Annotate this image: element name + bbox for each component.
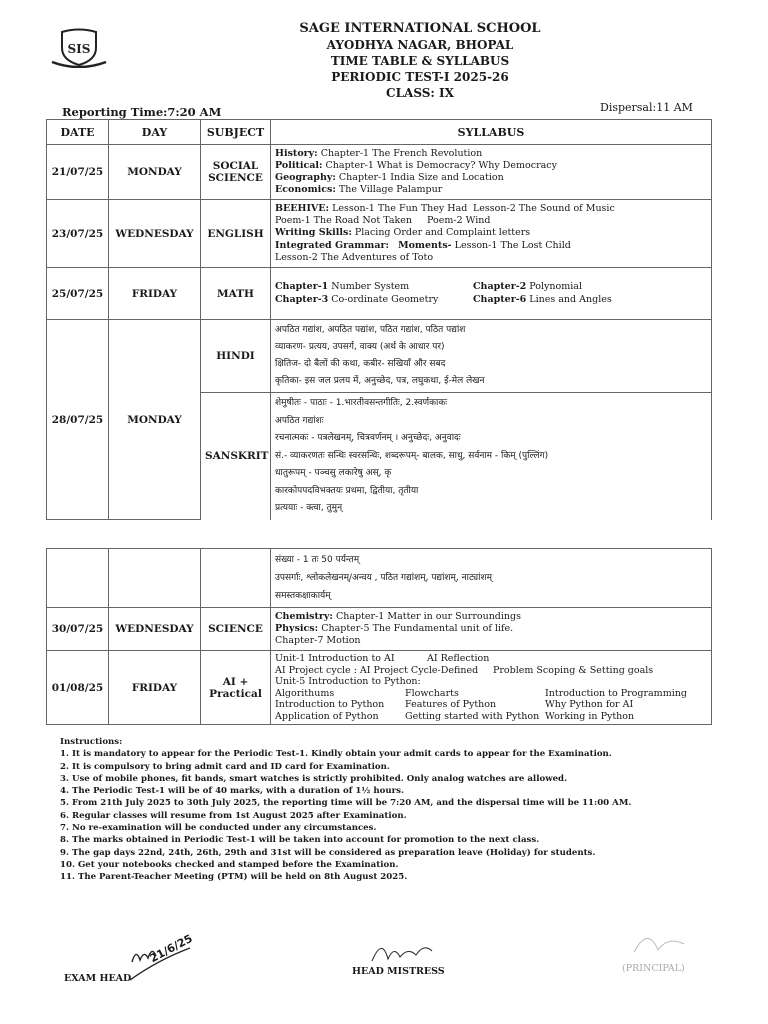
dispersal-time: Dispersal:11 AM xyxy=(600,101,693,114)
document-title: TIME TABLE & SYLLABUS xyxy=(330,54,510,68)
instructions-heading: Instructions: xyxy=(60,737,123,747)
syllabus-text: Lines and Angles xyxy=(526,293,612,305)
table-row xyxy=(47,145,712,200)
syllabus-text: Flowcharts xyxy=(405,687,459,699)
syllabus-text: रचनात्मकः - पत्रलेखनम्, चित्रवर्णनम् । अनुच्छेदः, अनुवादः xyxy=(275,433,461,443)
syllabus-text: Introduction to Python xyxy=(275,699,385,710)
syllabus-text: अपठित गद्यांश, अपठित पद्यांश, पठित गद्यांश, पठित पद्यांश xyxy=(275,325,466,335)
syllabus-cell xyxy=(271,549,712,608)
syllabus-text: Problem Scoping & Setting goals xyxy=(493,664,654,676)
table-row xyxy=(47,651,712,725)
syllabus-label: History: xyxy=(275,147,318,159)
day-cell: WEDNESDAY xyxy=(109,200,201,268)
principal-label: (PRINCIPAL) xyxy=(622,963,685,974)
date-cell: 28/07/25 xyxy=(47,320,109,520)
syllabus-label: Economics: xyxy=(275,184,336,196)
instruction-item: 3. Use of mobile phones, fit bands, smart watches is strictly prohibited. Only analog watches are allowed. xyxy=(60,773,568,784)
syllabus-text: क्षितिज- दो बैलों की कथा, कबीर- सखियाँ और सबद xyxy=(275,359,446,369)
syllabus-text: Features of Python xyxy=(405,699,497,710)
syllabus-text: Chapter-5 The Fundamental unit of life. xyxy=(318,622,514,634)
syllabus-text: Placing Order and Complaint letters xyxy=(351,227,531,239)
syllabus-text: Working in Python xyxy=(545,710,635,722)
syllabus-text: अपठित गद्यांशः xyxy=(275,415,324,426)
instruction-item: 9. The gap days 22nd, 24th, 26th, 29th and 31st will be considered as preparation leave (Holiday) for students. xyxy=(60,847,596,858)
date-cell: 21/07/25 xyxy=(47,145,109,200)
syllabus-label: Chapter-3 xyxy=(275,293,329,305)
subject-line: Practical xyxy=(209,687,262,700)
syllabus-text: Chapter-1 The French Revolution xyxy=(317,147,483,159)
date-cell xyxy=(47,549,109,608)
subject-line: AI + xyxy=(222,675,249,688)
syllabus-text: प्रत्ययाः - क्त्वा, तुमुन् xyxy=(275,503,343,513)
instructions xyxy=(60,736,631,884)
day-cell: MONDAY xyxy=(109,145,201,200)
syllabus-cell xyxy=(271,393,712,520)
syllabus-text: Algorithums xyxy=(275,687,335,699)
day-cell: FRIDAY xyxy=(109,268,201,320)
syllabus-text: Lesson-2 The Sound of Music xyxy=(473,202,615,214)
syllabus-text: Lesson-1 The Fun They Had xyxy=(329,202,468,214)
syllabus-text: Getting started with Python xyxy=(405,710,540,722)
syllabus-text: Chapter-7 Motion xyxy=(275,635,361,647)
syllabus-text: शेमुषीतः - पाठाः - 1.भारतीवसन्तगीतिः, 2.स्वर्णकाकः xyxy=(275,398,448,408)
syllabus-label: BEEHIVE: xyxy=(275,202,330,214)
syllabus-text: Unit-5 Introduction to Python: xyxy=(275,676,421,687)
syllabus-label: Chapter-2 xyxy=(473,281,527,293)
timetable-table-continued xyxy=(46,548,712,725)
instruction-item: 2. It is compulsory to bring admit card and ID card for Examination. xyxy=(60,761,390,772)
subject-cell: SCIENCE xyxy=(201,608,271,651)
syllabus-cell xyxy=(271,200,712,268)
syllabus-text: The Village Palampur xyxy=(335,184,443,196)
table-row xyxy=(47,268,712,320)
syllabus-text: कृतिका- इस जल प्रलय में, अनुच्छेद, पत्र, लघुकथा, ई-मेल लेखन xyxy=(275,376,485,386)
timetable-table xyxy=(46,119,712,520)
subject-cell: HINDI xyxy=(201,320,271,393)
instruction-item: 8. The marks obtained in Periodic Test-1 will be taken into account for promotion to the next class. xyxy=(60,835,540,846)
exam-title: PERIODIC TEST-I 2025-26 xyxy=(331,70,509,84)
syllabus-text: समस्तकक्षाकार्यम् xyxy=(275,591,331,601)
syllabus-label: Physics: xyxy=(275,622,319,634)
table-row xyxy=(47,200,712,268)
table-row xyxy=(47,549,712,608)
table-row xyxy=(47,320,712,393)
table-header-row xyxy=(47,120,712,145)
syllabus-label: Moments- xyxy=(398,239,452,251)
exam-head-label: EXAM HEAD xyxy=(64,973,132,984)
col-syllabus: SYLLABUS xyxy=(271,120,712,145)
syllabus-text: Unit-1 Introduction to AI xyxy=(275,653,395,664)
syllabus-cell xyxy=(271,145,712,200)
syllabus-text: Polynomial xyxy=(526,281,583,293)
syllabus-text: Application of Python xyxy=(275,710,379,722)
instruction-item: 5. From 21th July 2025 to 30th July 2025, the reporting time will be 7:20 AM, and the dispersal time will be 11:00 AM. xyxy=(60,798,632,809)
day-cell xyxy=(109,549,201,608)
head-mistress-signature xyxy=(368,935,438,967)
col-date: DATE xyxy=(47,120,109,145)
reporting-time: Reporting Time:7:20 AM xyxy=(62,105,222,119)
col-subject: SUBJECT xyxy=(201,120,271,145)
head-mistress-label: HEAD MISTRESS xyxy=(352,966,445,977)
school-logo xyxy=(50,28,108,68)
day-cell: FRIDAY xyxy=(109,651,201,725)
syllabus-cell xyxy=(271,651,712,725)
day-cell: MONDAY xyxy=(109,320,201,520)
instruction-item: 6. Regular classes will resume from 1st August 2025 after Examination. xyxy=(60,810,407,821)
col-day: DAY xyxy=(109,120,201,145)
instruction-item: 1. It is mandatory to appear for the Periodic Test-1. Kindly obtain your admit cards to appear for the Examination. xyxy=(60,749,612,760)
subject-cell xyxy=(201,651,271,725)
syllabus-cell xyxy=(271,608,712,651)
syllabus-text: Chapter-1 India Size and Location xyxy=(335,172,504,183)
date-cell: 30/07/25 xyxy=(47,608,109,651)
syllabus-text: Introduction to Programming xyxy=(545,687,687,699)
syllabus-cell xyxy=(271,320,712,393)
instruction-item: 4. The Periodic Test-1 will be of 40 marks, with a duration of 1½ hours. xyxy=(60,786,404,797)
syllabus-text: Chapter-1 What is Democracy? Why Democracy xyxy=(322,159,557,171)
instruction-item: 10. Get your notebooks checked and stamped before the Examination. xyxy=(60,859,399,870)
subject-cell: SANSKRIT xyxy=(201,393,271,520)
syllabus-text: सं.- व्याकरणतः सन्धिः स्वरसन्धिः, शब्दरूपम्- बालक, साधु, सर्वनाम - किम् (पुल्लिंग) xyxy=(275,450,549,461)
syllabus-text: Lesson-2 The Adventures of Toto xyxy=(275,251,434,263)
principal-signature xyxy=(628,922,698,962)
subject-cell: ENGLISH xyxy=(201,200,271,268)
syllabus-cell xyxy=(271,268,712,320)
syllabus-label: Political: xyxy=(275,159,323,171)
subject-line: SOCIAL xyxy=(212,160,259,172)
syllabus-text: कारकोपपदविभक्तयः प्रथमा, द्वितीया, तृतीया xyxy=(275,485,419,496)
syllabus-text: AI Project cycle : AI Project Cycle-Defined xyxy=(275,664,479,676)
syllabus-label: Geography: xyxy=(275,172,336,183)
syllabus-text: व्याकरण- प्रत्यय, उपसर्ग, वाक्य (अर्थ के आधार पर) xyxy=(275,342,445,352)
syllabus-text: धातुरूपम् - पञ्चसु लकारेषु अस्, कृ xyxy=(275,468,392,478)
date-cell: 25/07/25 xyxy=(47,268,109,320)
syllabus-label: Chapter-1 xyxy=(275,281,329,293)
syllabus-text: Co-ordinate Geometry xyxy=(328,293,439,305)
syllabus-text: उपसर्गाः, श्लोकलेखनम्/अन्वय , पठित गद्यांशम्, पद्यांशम्, नाट्यांशम् xyxy=(275,573,492,583)
day-cell: WEDNESDAY xyxy=(109,608,201,651)
syllabus-text: Lesson-1 The Lost Child xyxy=(451,239,571,251)
syllabus-label: Chapter-6 xyxy=(473,293,527,305)
table-row xyxy=(47,608,712,651)
syllabus-label: Writing Skills: xyxy=(275,227,352,239)
syllabus-text: Poem-1 The Road Not Taken xyxy=(275,215,412,227)
subject-cell xyxy=(201,549,271,608)
school-name: SAGE INTERNATIONAL SCHOOL xyxy=(299,21,541,36)
syllabus-text: Poem-2 Wind xyxy=(427,215,491,227)
logo-text: SIS xyxy=(67,42,91,56)
exam-head-date: 21/6/25 xyxy=(147,931,195,966)
date-cell: 23/07/25 xyxy=(47,200,109,268)
syllabus-label: Integrated Grammar: xyxy=(275,239,390,251)
syllabus-text: AI Reflection xyxy=(427,653,490,664)
syllabus-text: Number System xyxy=(328,281,410,293)
instruction-item: 11. The Parent-Teacher Meeting (PTM) will be held on 8th August 2025. xyxy=(60,872,408,883)
syllabus-text: संख्या - 1 तः 50 पर्यन्तम् xyxy=(275,555,360,565)
subject-line: SCIENCE xyxy=(208,172,263,184)
date-cell: 01/08/25 xyxy=(47,651,109,725)
school-address: AYODHYA NAGAR, BHOPAL xyxy=(326,38,514,52)
subject-cell: MATH xyxy=(201,268,271,320)
class-label: CLASS: IX xyxy=(386,86,454,100)
syllabus-text: Chapter-1 Matter in our Surroundings xyxy=(332,610,522,622)
instruction-item: 7. No re-examination will be conducted under any circumstances. xyxy=(60,823,377,834)
syllabus-text: Why Python for AI xyxy=(545,699,634,710)
subject-cell xyxy=(201,145,271,200)
syllabus-label: Chemistry: xyxy=(275,610,333,622)
